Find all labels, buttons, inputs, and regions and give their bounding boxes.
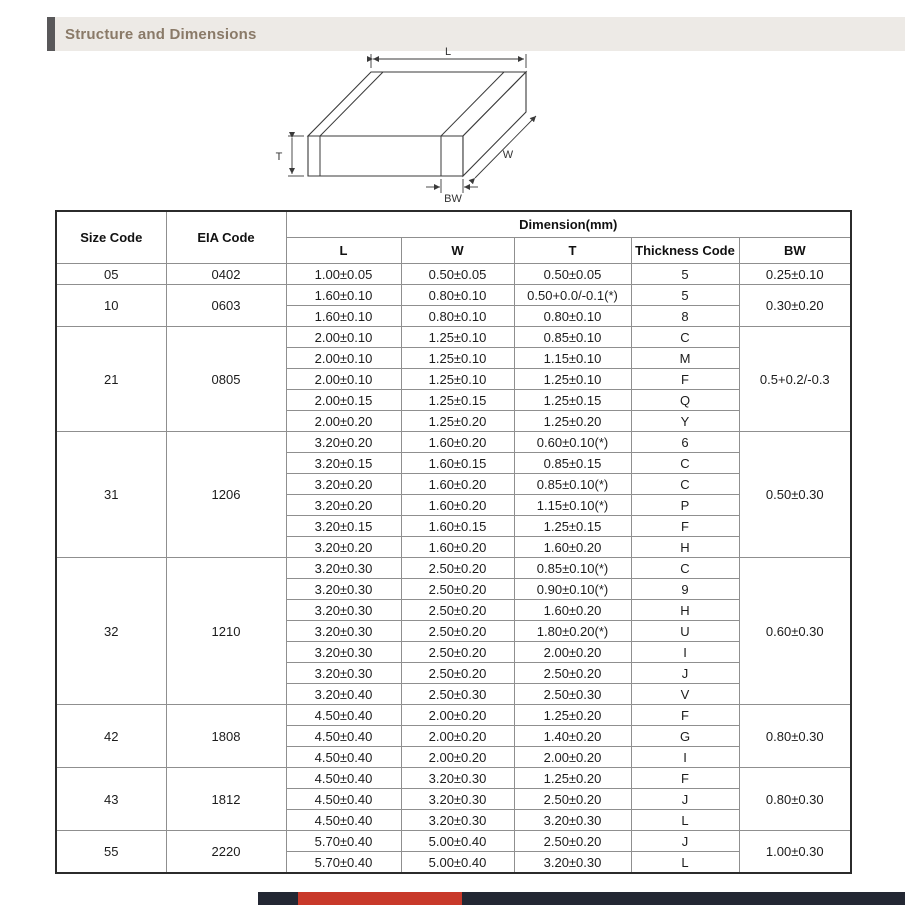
dim-t-cell: 3.20±0.30 [514, 852, 631, 874]
eia-code-cell: 1206 [166, 432, 286, 558]
thickness-code-cell: C [631, 558, 739, 579]
l-arrowhead-left [373, 56, 379, 62]
dim-t-cell: 3.20±0.30 [514, 810, 631, 831]
dim-l-cell: 3.20±0.30 [286, 558, 401, 579]
dim-t-cell: 1.80±0.20(*) [514, 621, 631, 642]
dim-w-cell: 1.60±0.15 [401, 516, 514, 537]
col-header-t: T [514, 238, 631, 264]
dim-w-cell: 2.50±0.20 [401, 579, 514, 600]
dim-t-cell: 0.50±0.05 [514, 264, 631, 285]
eia-code-cell: 0805 [166, 327, 286, 432]
dim-l-cell: 3.20±0.30 [286, 642, 401, 663]
dim-t-cell: 0.90±0.10(*) [514, 579, 631, 600]
thickness-code-cell: C [631, 453, 739, 474]
dim-t-cell: 1.15±0.10 [514, 348, 631, 369]
thickness-code-cell: 5 [631, 285, 739, 306]
dim-w-cell: 1.60±0.20 [401, 432, 514, 453]
dim-t-cell: 1.25±0.15 [514, 516, 631, 537]
dim-l-cell: 3.20±0.30 [286, 663, 401, 684]
thickness-code-cell: 9 [631, 579, 739, 600]
dim-label-t: T [275, 151, 283, 163]
col-header-bw: BW [739, 238, 851, 264]
thickness-code-cell: Q [631, 390, 739, 411]
size-code-cell: 55 [56, 831, 166, 874]
component-diagram [268, 46, 568, 211]
dim-t-cell: 1.25±0.20 [514, 705, 631, 726]
thickness-code-cell: 5 [631, 264, 739, 285]
dim-t-cell: 1.25±0.20 [514, 411, 631, 432]
dim-w-cell: 3.20±0.30 [401, 810, 514, 831]
dim-l-cell: 2.00±0.15 [286, 390, 401, 411]
col-header-w: W [401, 238, 514, 264]
dim-t-cell: 0.85±0.10 [514, 327, 631, 348]
dim-w-cell: 1.25±0.20 [401, 411, 514, 432]
dim-l-cell: 2.00±0.10 [286, 369, 401, 390]
dim-l-cell: 3.20±0.30 [286, 600, 401, 621]
eia-code-cell: 0402 [166, 264, 286, 285]
section-title: Structure and Dimensions [65, 25, 257, 43]
dim-t-cell: 1.15±0.10(*) [514, 495, 631, 516]
dim-l-cell: 5.70±0.40 [286, 831, 401, 852]
bw-cell: 0.80±0.30 [739, 705, 851, 768]
dim-w-cell: 1.60±0.20 [401, 537, 514, 558]
dim-l-cell: 3.20±0.15 [286, 453, 401, 474]
table-row [56, 432, 851, 453]
col-header-eia-code: EIA Code [166, 211, 286, 264]
footer-accent-block [298, 892, 462, 905]
table-row [56, 831, 851, 852]
bw-cell: 0.5+0.2/-0.3 [739, 327, 851, 432]
dim-l-cell: 4.50±0.40 [286, 726, 401, 747]
thickness-code-cell: P [631, 495, 739, 516]
thickness-code-cell: J [631, 663, 739, 684]
dim-w-cell: 0.80±0.10 [401, 306, 514, 327]
dim-w-cell: 0.50±0.05 [401, 264, 514, 285]
dim-l-cell: 4.50±0.40 [286, 789, 401, 810]
dim-l-cell: 3.20±0.20 [286, 537, 401, 558]
dim-w-cell: 1.25±0.10 [401, 348, 514, 369]
eia-code-cell: 2220 [166, 831, 286, 874]
dim-w-cell: 1.60±0.20 [401, 474, 514, 495]
bw-cell: 0.25±0.10 [739, 264, 851, 285]
dim-t-cell: 0.80±0.10 [514, 306, 631, 327]
eia-code-cell: 1210 [166, 558, 286, 705]
dim-w-cell: 5.00±0.40 [401, 831, 514, 852]
bw-cell: 0.60±0.30 [739, 558, 851, 705]
thickness-code-cell: J [631, 831, 739, 852]
dim-t-cell: 1.40±0.20 [514, 726, 631, 747]
dim-w-cell: 2.00±0.20 [401, 747, 514, 768]
dim-w-cell: 1.60±0.15 [401, 453, 514, 474]
dim-t-cell: 1.60±0.20 [514, 537, 631, 558]
size-code-cell: 05 [56, 264, 166, 285]
size-code-cell: 21 [56, 327, 166, 432]
thickness-code-cell: Y [631, 411, 739, 432]
thickness-code-cell: I [631, 747, 739, 768]
thickness-code-cell: L [631, 852, 739, 874]
dim-t-cell: 2.50±0.20 [514, 789, 631, 810]
dim-w-cell: 3.20±0.30 [401, 768, 514, 789]
dim-w-cell: 1.25±0.15 [401, 390, 514, 411]
dim-t-cell: 1.25±0.10 [514, 369, 631, 390]
chip-front-face [308, 136, 463, 176]
dim-w-cell: 2.00±0.20 [401, 726, 514, 747]
dim-label-l: L [444, 46, 452, 58]
thickness-code-cell: J [631, 789, 739, 810]
dim-w-cell: 2.50±0.20 [401, 600, 514, 621]
bw-cell: 0.30±0.20 [739, 285, 851, 327]
table-row [56, 327, 851, 348]
table-row [56, 705, 851, 726]
dim-t-cell: 0.85±0.10(*) [514, 474, 631, 495]
dim-l-cell: 1.60±0.10 [286, 285, 401, 306]
dim-t-cell: 0.85±0.10(*) [514, 558, 631, 579]
dim-label-w: W [502, 149, 514, 161]
thickness-code-cell: G [631, 726, 739, 747]
thickness-code-cell: M [631, 348, 739, 369]
dim-l-cell: 5.70±0.40 [286, 852, 401, 874]
dim-w-cell: 2.50±0.20 [401, 621, 514, 642]
eia-code-cell: 1808 [166, 705, 286, 768]
dim-l-cell: 2.00±0.10 [286, 348, 401, 369]
dim-l-cell: 1.60±0.10 [286, 306, 401, 327]
dim-w-cell: 1.25±0.10 [401, 327, 514, 348]
dim-l-cell: 3.20±0.30 [286, 579, 401, 600]
dim-w-cell: 1.60±0.20 [401, 495, 514, 516]
dim-w-cell: 5.00±0.40 [401, 852, 514, 874]
dim-t-cell: 0.85±0.15 [514, 453, 631, 474]
size-code-cell: 43 [56, 768, 166, 831]
dimensions-table-body [56, 264, 851, 874]
bw-cell: 0.50±0.30 [739, 432, 851, 558]
dim-t-cell: 2.50±0.30 [514, 684, 631, 705]
dim-l-cell: 4.50±0.40 [286, 768, 401, 789]
dim-l-cell: 3.20±0.15 [286, 516, 401, 537]
size-code-cell: 10 [56, 285, 166, 327]
dim-t-cell: 1.25±0.15 [514, 390, 631, 411]
thickness-code-cell: 6 [631, 432, 739, 453]
eia-code-cell: 0603 [166, 285, 286, 327]
dim-w-cell: 2.50±0.30 [401, 684, 514, 705]
dim-w-cell: 2.50±0.20 [401, 558, 514, 579]
bw-cell: 1.00±0.30 [739, 831, 851, 874]
dim-w-cell: 2.50±0.20 [401, 663, 514, 684]
dim-l-cell: 2.00±0.10 [286, 327, 401, 348]
dim-l-cell: 4.50±0.40 [286, 705, 401, 726]
size-code-cell: 32 [56, 558, 166, 705]
size-code-cell: 31 [56, 432, 166, 558]
dim-label-bw: BW [444, 193, 462, 205]
dim-l-cell: 4.50±0.40 [286, 747, 401, 768]
thickness-code-cell: F [631, 516, 739, 537]
col-header-size-code: Size Code [56, 211, 166, 264]
col-header-dimension: Dimension(mm) [286, 211, 851, 238]
thickness-code-cell: V [631, 684, 739, 705]
dim-t-cell: 2.00±0.20 [514, 642, 631, 663]
dimensions-table [55, 210, 852, 874]
dim-t-cell: 0.50+0.0/-0.1(*) [514, 285, 631, 306]
footer-bar [258, 892, 905, 905]
dim-w-cell: 2.50±0.20 [401, 642, 514, 663]
thickness-code-cell: C [631, 474, 739, 495]
header-row-1 [56, 211, 851, 238]
dim-t-cell: 0.60±0.10(*) [514, 432, 631, 453]
dim-t-cell: 1.60±0.20 [514, 600, 631, 621]
dim-l-cell: 3.20±0.30 [286, 621, 401, 642]
eia-code-cell: 1812 [166, 768, 286, 831]
dim-w-cell: 1.25±0.10 [401, 369, 514, 390]
dim-l-cell: 1.00±0.05 [286, 264, 401, 285]
dim-l-cell: 4.50±0.40 [286, 810, 401, 831]
thickness-code-cell: H [631, 537, 739, 558]
col-header-l: L [286, 238, 401, 264]
table-row [56, 264, 851, 285]
thickness-code-cell: L [631, 810, 739, 831]
dim-l-cell: 3.20±0.20 [286, 495, 401, 516]
header-accent-bar [47, 17, 55, 51]
dim-w-cell: 2.00±0.20 [401, 705, 514, 726]
table-row [56, 285, 851, 306]
thickness-code-cell: H [631, 600, 739, 621]
dim-t-cell: 2.50±0.20 [514, 831, 631, 852]
dim-l-cell: 3.20±0.20 [286, 474, 401, 495]
bw-cell: 0.80±0.30 [739, 768, 851, 831]
dim-l-cell: 3.20±0.20 [286, 432, 401, 453]
size-code-cell: 42 [56, 705, 166, 768]
dim-t-cell: 2.00±0.20 [514, 747, 631, 768]
thickness-code-cell: F [631, 369, 739, 390]
dim-l-cell: 3.20±0.40 [286, 684, 401, 705]
thickness-code-cell: F [631, 768, 739, 789]
dim-w-cell: 0.80±0.10 [401, 285, 514, 306]
dim-t-cell: 2.50±0.20 [514, 663, 631, 684]
thickness-code-cell: U [631, 621, 739, 642]
dim-t-cell: 1.25±0.20 [514, 768, 631, 789]
table-row [56, 768, 851, 789]
thickness-code-cell: C [631, 327, 739, 348]
thickness-code-cell: 8 [631, 306, 739, 327]
thickness-code-cell: F [631, 705, 739, 726]
chip-isometric-drawing [268, 46, 568, 211]
thickness-code-cell: I [631, 642, 739, 663]
dim-l-cell: 2.00±0.20 [286, 411, 401, 432]
dim-w-cell: 3.20±0.30 [401, 789, 514, 810]
col-header-thickness-code: Thickness Code [631, 238, 739, 264]
table-row [56, 558, 851, 579]
